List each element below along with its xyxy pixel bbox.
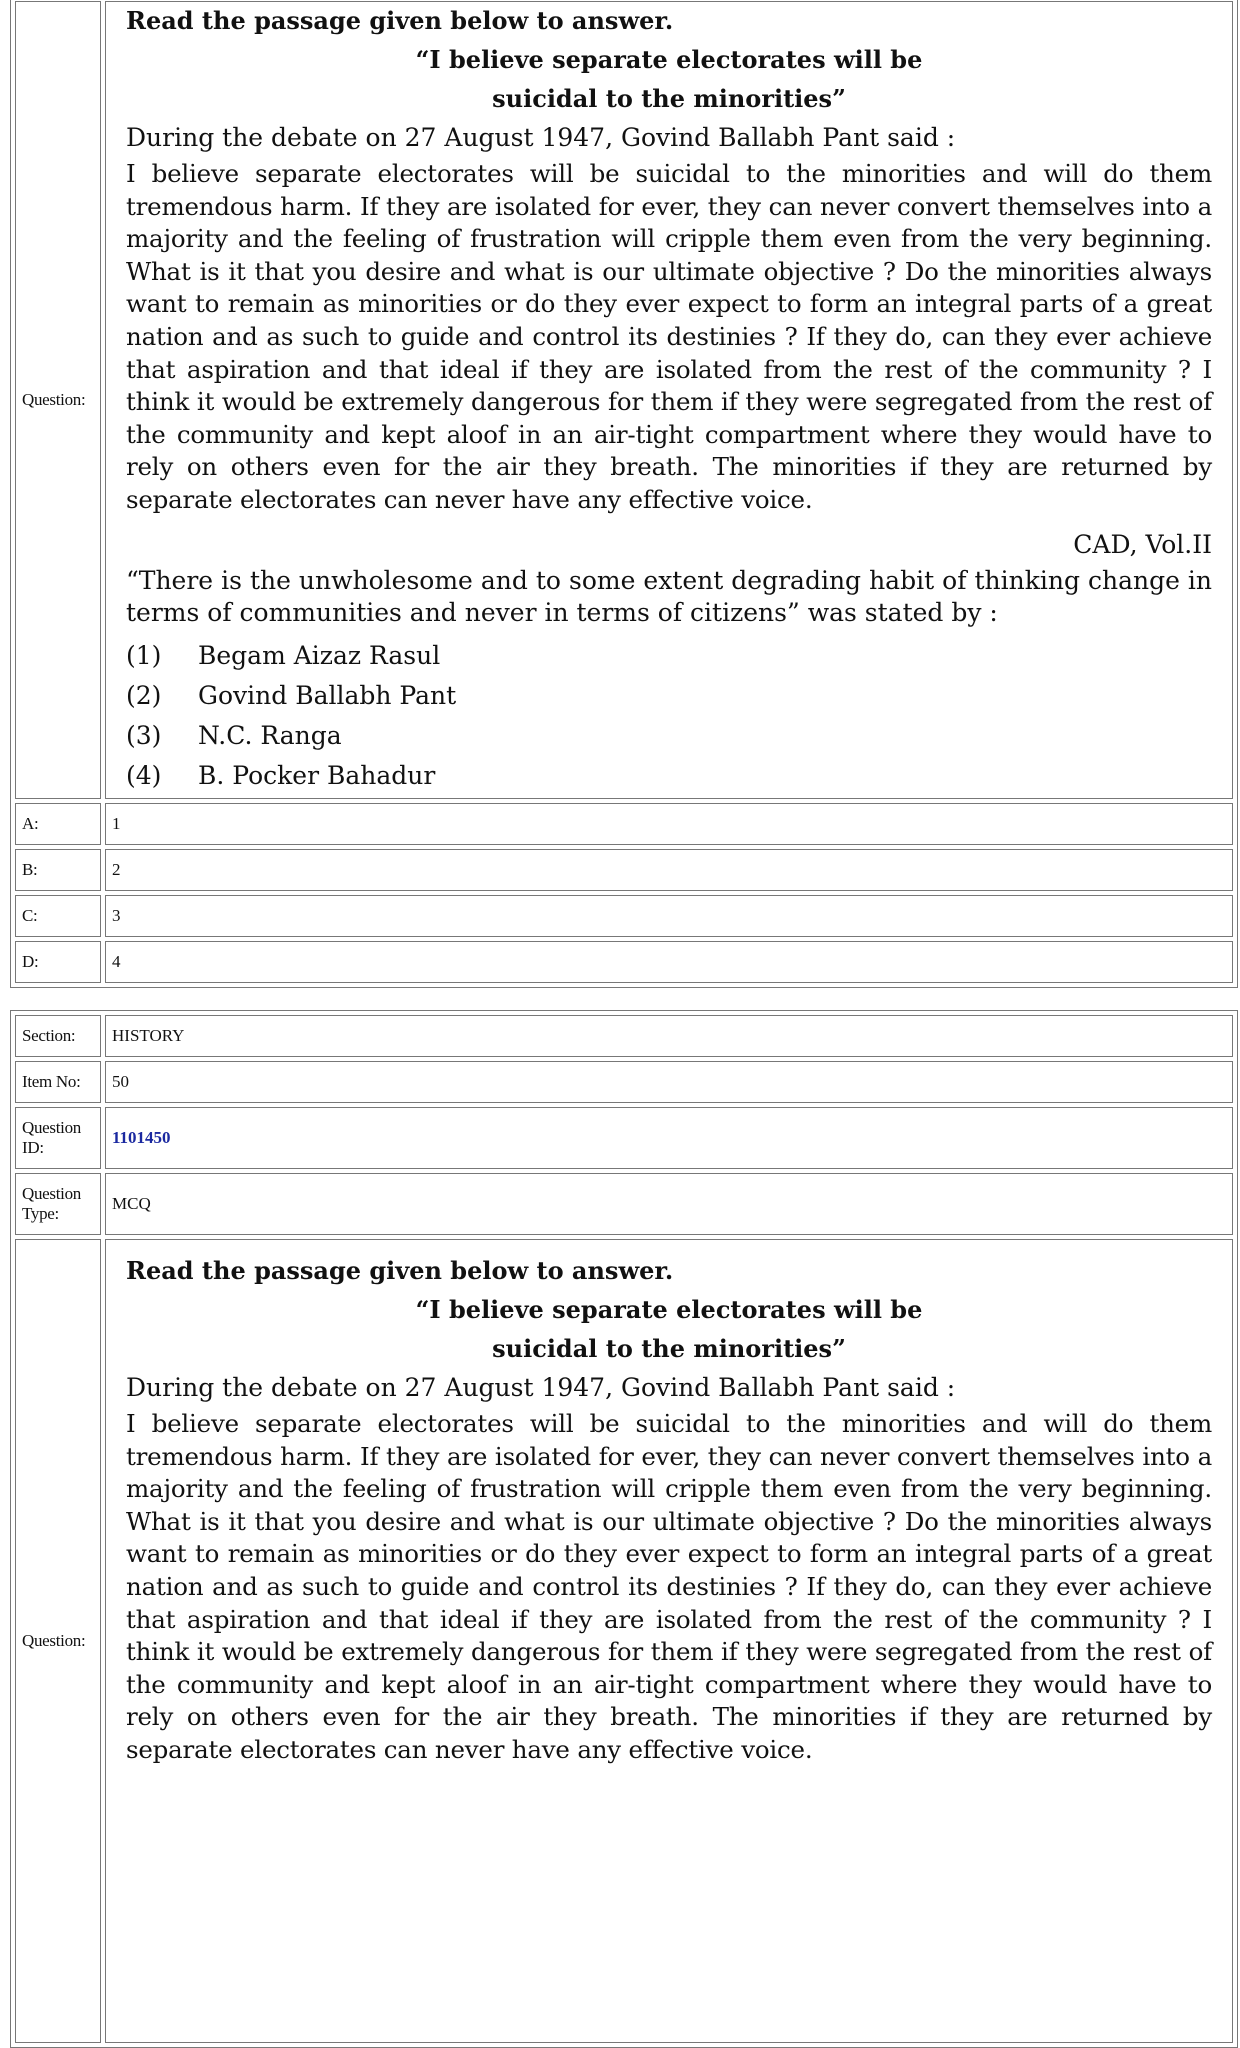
passage-intro: During the debate on 27 August 1947, Govind Ballabh Pant said : [126, 1373, 956, 1402]
passage-intro: During the debate on 27 August 1947, Govind Ballabh Pant said : [126, 123, 956, 152]
passage-title-line-2: suicidal to the minorities” [492, 1334, 846, 1363]
question-table-2 [10, 1010, 1238, 2048]
section-label: Section: [15, 1015, 101, 1057]
passage-source: CAD, Vol.II [1073, 529, 1212, 559]
question-table-1 [10, 0, 1238, 988]
answer-value-b: 2 [105, 849, 1233, 891]
option-item [126, 636, 1212, 676]
answer-row-b [15, 849, 1233, 891]
question-content [105, 1, 1233, 799]
option-item [126, 676, 1212, 716]
question-type-row [15, 1173, 1233, 1235]
passage-title-line-1: “I believe separate electorates will be [415, 45, 923, 74]
question-id-value: 1101450 [105, 1107, 1233, 1169]
question-row [15, 1, 1233, 799]
question-label: Question: [15, 1, 101, 799]
answer-row-d [15, 941, 1233, 983]
answer-row-a [15, 803, 1233, 845]
item-no-row [15, 1061, 1233, 1103]
question-id-label: Question ID: [15, 1107, 101, 1169]
option-text: Govind Ballabh Pant [198, 680, 457, 710]
option-number: (4) [126, 760, 162, 790]
option-number: (1) [126, 640, 162, 670]
answer-label-d: D: [15, 941, 101, 983]
passage [126, 2, 1212, 796]
passage-heading: Read the passage given below to answer. [126, 1256, 674, 1285]
passage-body: I believe separate electorates will be suicidal to the minorities and will do them tremendous harm. If they are isolated for ever, they can never convert themselves into a majority and the feeling of frustration will cripple them even from the very beginning. What is it that you desire and what is our ultimate objective ? Do the minorities always want to remain as minorities or do they ever expect to form an integral parts of a great nation and as such to guide and control its destinies ? If they do, can they ever achieve that aspiration and that ideal if they are isolated from the rest of the community ? I think it would be extremely dangerous for them if they were segregated from the rest of the community and kept aloof in an air-tight compartment where they would have to rely on others even for the air they breath. The minorities if they are returned by separate electorates can never have any effective voice. [126, 159, 1212, 514]
passage-title-line-2: suicidal to the minorities” [492, 84, 846, 113]
answer-value-a: 1 [105, 803, 1233, 845]
answer-row-c [15, 895, 1233, 937]
option-item [126, 716, 1212, 756]
question-content [105, 1239, 1233, 2043]
answer-value-d: 4 [105, 941, 1233, 983]
question-prompt: “There is the unwholesome and to some extent degrading habit of thinking change in terms of communities and never in terms of citizens” was stated by : [126, 565, 1212, 628]
option-text: N.C. Ranga [198, 720, 342, 750]
option-number: (3) [126, 720, 162, 750]
passage [126, 1252, 1212, 1767]
passage-body: I believe separate electorates will be suicidal to the minorities and will do them tremendous harm. If they are isolated for ever, they can never convert themselves into a majority and the feeling of frustration will cripple them even from the very beginning. What is it that you desire and what is our ultimate objective ? Do the minorities always want to remain as minorities or do they ever expect to form an integral parts of a great nation and as such to guide and control its destinies ? If they do, can they ever achieve that aspiration and that ideal if they are isolated from the rest of the community ? I think it would be extremely dangerous for them if they were segregated from the rest of the community and kept aloof in an air-tight compartment where they would have to rely on others even for the air they breath. The minorities if they are returned by separate electorates can never have any effective voice. [126, 1409, 1212, 1764]
question-type-label: Question Type: [15, 1173, 101, 1235]
option-number: (2) [126, 680, 162, 710]
option-text: Begam Aizaz Rasul [198, 640, 441, 670]
passage-heading: Read the passage given below to answer. [126, 6, 674, 35]
question-type-value: MCQ [105, 1173, 1233, 1235]
item-no-label: Item No: [15, 1061, 101, 1103]
passage-title-line-1: “I believe separate electorates will be [415, 1295, 923, 1324]
item-no-value: 50 [105, 1061, 1233, 1103]
section-row [15, 1015, 1233, 1057]
answer-value-c: 3 [105, 895, 1233, 937]
answer-label-c: C: [15, 895, 101, 937]
question-id-row [15, 1107, 1233, 1169]
question-label: Question: [15, 1239, 101, 2043]
option-text: B. Pocker Bahadur [198, 760, 436, 790]
section-value: HISTORY [105, 1015, 1233, 1057]
answer-label-b: B: [15, 849, 101, 891]
option-list [126, 636, 1212, 796]
option-item [126, 756, 1212, 796]
question-row [15, 1239, 1233, 2043]
answer-label-a: A: [15, 803, 101, 845]
